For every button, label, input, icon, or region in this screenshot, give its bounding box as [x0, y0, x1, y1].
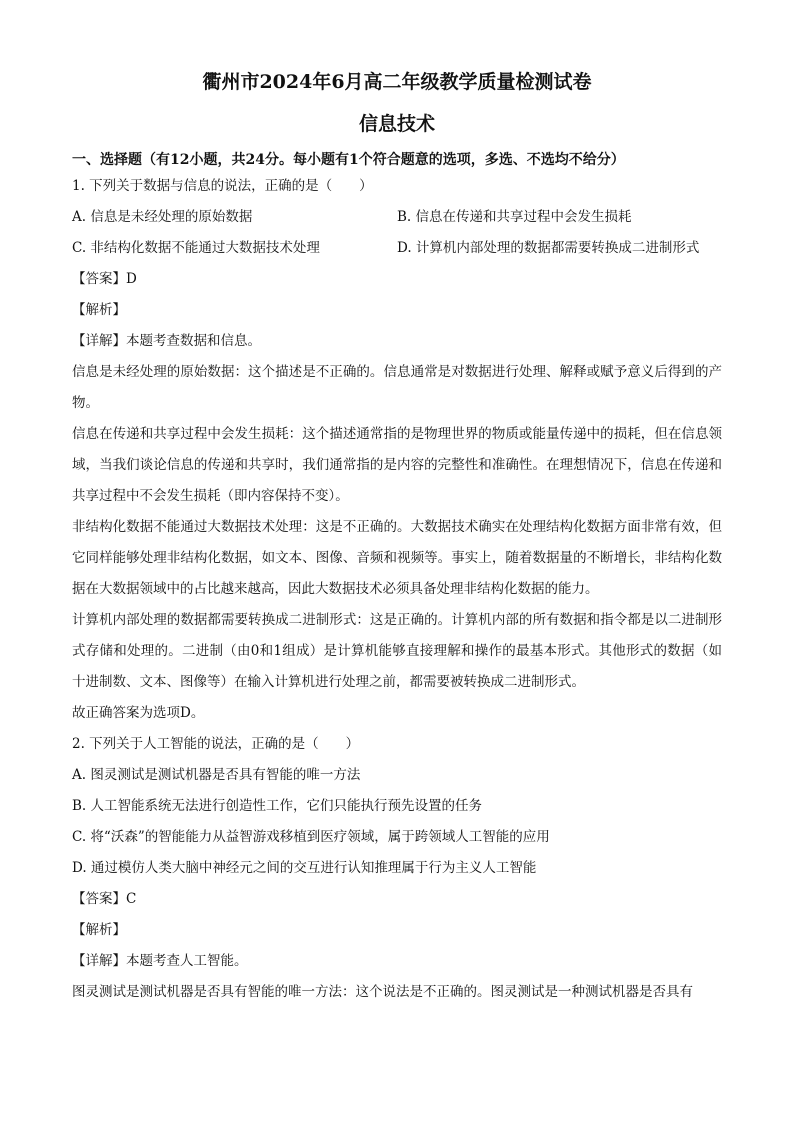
q2-stem: 2. 下列关于人工智能的说法，正确的是（ ） [72, 736, 360, 752]
q1-explanation-d: 计算机内部处理的数据都需要转换成二进制形式：这是正确的。计算机内部的所有数据和指令都是以二进制形式存储和处理的。二进制（由0和1组成）是计算机能够直接理解和操作的最基本形式。其他形式的数据（如十进制数、文本、图像等）在输入计算机进行处理之前，都需要被转换成二进制形式。 [72, 612, 722, 690]
q2-option-b: B. 人工智能系统无法进行创造性工作，它们只能执行预先设置的任务 [72, 798, 483, 814]
subject-title: 信息技术 [358, 113, 435, 135]
q1-detail: 【详解】本题考查数据和信息。 [72, 333, 261, 349]
q2-option-c: C. 将“沃森”的智能能力从益智游戏移植到医疗领域，属于跨领域人工智能的应用 [72, 829, 550, 845]
q1-conclusion: 故正确答案为选项D。 [72, 705, 205, 721]
document-page [72, 66, 722, 1008]
q2-detail: 【详解】本题考查人工智能。 [72, 953, 248, 969]
q1-options-row-1 [72, 202, 722, 233]
q1-option-d: D. 计算机内部处理的数据都需要转换成二进制形式 [397, 240, 700, 256]
q1-options-row-2 [72, 233, 722, 264]
q1-analysis-label: 【解析】 [72, 302, 126, 318]
q1-explanation-c: 非结构化数据不能通过大数据技术处理：这是不正确的。大数据技术确实在处理结构化数据方面非常有效，但它同样能够处理非结构化数据，如文本、图像、音频和视频等。事实上，随着数据量的不断增长，非结构化数据在大数据领域中的占比越来越高，因此大数据技术必须具备处理非结构化数据的能力。 [72, 519, 722, 597]
q1-explanation-b: 信息在传递和共享过程中会发生损耗：这个描述通常指的是物理世界的物质或能量传递中的损耗，但在信息领域，当我们谈论信息的传递和共享时，我们通常指的是内容的完整性和准确性。在理想情况下，信息在传递和共享过程中不会发生损耗（即内容保持不变）。 [72, 426, 722, 504]
q1-stem: 1. 下列关于数据与信息的说法，正确的是（ ） [72, 178, 373, 194]
q2-explanation-a: 图灵测试是测试机器是否具有智能的唯一方法：这个说法是不正确的。图灵测试是一种测试机器是否具有 [72, 984, 693, 1000]
document-title: 衢州市2024年6月高二年级教学质量检测试卷 [202, 71, 592, 93]
q1-option-b: B. 信息在传递和共享过程中会发生损耗 [397, 209, 632, 225]
section-heading: 一、选择题（有12小题，共24分。每小题有1个符合题意的选项，多选、不选均不给分） [72, 152, 625, 168]
q1-option-a: A. 信息是未经处理的原始数据 [72, 209, 253, 225]
q2-analysis-label: 【解析】 [72, 922, 126, 938]
q2-option-d: D. 通过模仿人类大脑中神经元之间的交互进行认知推理属于行为主义人工智能 [72, 860, 537, 876]
q1-option-c: C. 非结构化数据不能通过大数据技术处理 [72, 240, 320, 256]
q1-explanation-a: 信息是未经处理的原始数据：这个描述是不正确的。信息通常是对数据进行处理、解释或赋予意义后得到的产物。 [72, 364, 722, 411]
q2-answer: 【答案】C [72, 891, 137, 907]
q2-option-a: A. 图灵测试是测试机器是否具有智能的唯一方法 [72, 767, 361, 783]
q1-answer: 【答案】D [72, 271, 137, 287]
